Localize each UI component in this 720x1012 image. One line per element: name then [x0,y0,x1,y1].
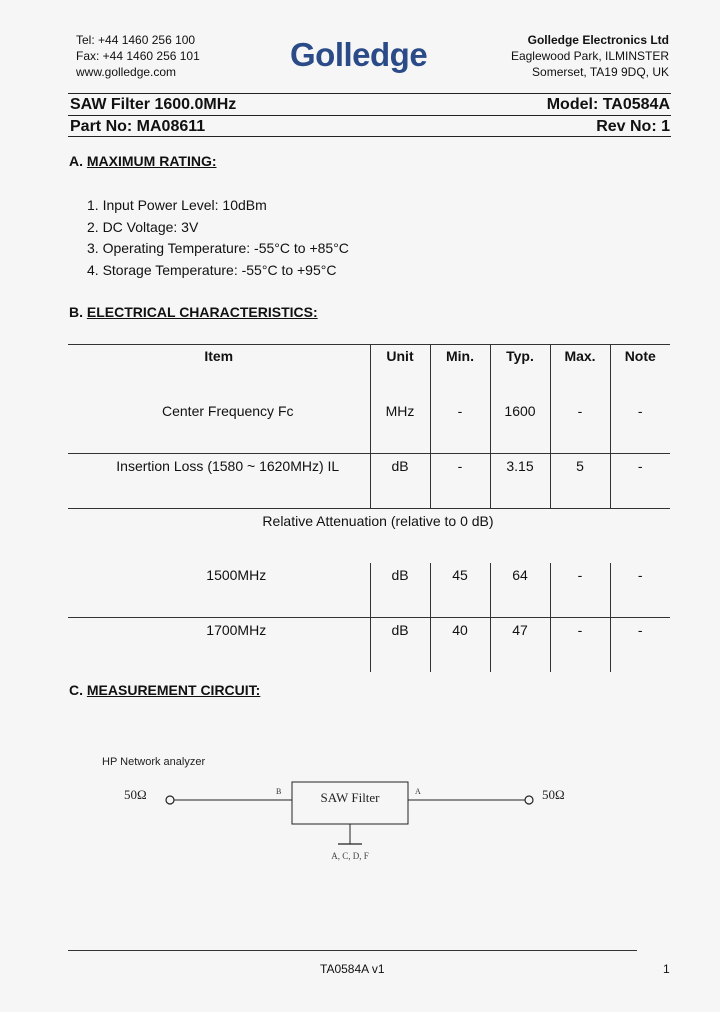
ground-pins-label: A, C, D, F [331,851,369,861]
table-row [68,399,670,454]
table-row [68,509,670,564]
cell-item: Insertion Loss (1580 ~ 1620MHz) IL [68,454,370,509]
section-a-heading [69,153,217,169]
cell-typ: 1600 [490,399,550,454]
cell-note: - [610,618,670,673]
address-line-1: Eaglewood Park, ILMINSTER [510,49,669,63]
cell-typ: 47 [490,618,550,673]
cell-max: - [550,618,610,673]
part-number: Part No: MA08611 [70,118,206,135]
address-line-2: Somerset, TA19 9DQ, UK [532,65,669,79]
table-row [68,563,670,618]
analyzer-label: HP Network analyzer [102,756,206,768]
cell-min: - [430,454,490,509]
output-pin-label: A [415,787,421,796]
phone: Tel: +44 1460 256 100 [76,33,196,47]
cell-item: 1500MHz [206,567,267,583]
cell-note: - [610,563,670,618]
right-port-terminal [525,796,533,804]
list-item: 1. Input Power Level: 10dBm [87,197,267,213]
cell-min: 40 [430,618,490,673]
cell-max: - [550,563,610,618]
document-id: TA0584A v1 [320,962,385,976]
product-title: SAW Filter 1600.0MHz [70,96,237,113]
cell-item: 1700MHz [68,618,370,673]
column-header: Note [610,345,670,400]
divider [68,93,671,94]
left-port-terminal [166,796,174,804]
left-impedance-label: 50Ω [124,787,147,802]
saw-filter-label: SAW Filter [320,790,380,805]
table-row [68,618,670,673]
divider [68,136,671,137]
page-number: 1 [663,962,670,976]
company-name: Golledge Electronics Ltd [527,33,669,47]
column-header: Unit [370,345,430,400]
cell-unit: dB [370,563,430,618]
model-number: Model: TA0584A [546,96,670,113]
cell-unit: dB [370,618,430,673]
list-item: 4. Storage Temperature: -55°C to +95°C [87,262,337,279]
max-rating-list [87,195,349,282]
table-row [68,454,670,509]
cell-typ: 3.15 [490,454,550,509]
right-impedance-label: 50Ω [542,787,565,802]
title-row-2 [70,117,670,137]
section-c-heading [69,682,260,698]
section-title: MEASUREMENT CIRCUIT: [86,682,261,698]
section-title: MAXIMUM RATING: [86,153,217,169]
column-header: Item [68,345,370,400]
cell-max: - [550,399,610,454]
section-b-heading [69,304,318,320]
column-header: Min. [430,345,490,400]
list-item: 2. DC Voltage: 3V [87,218,199,235]
contact-info [76,32,200,80]
column-header: Typ. [490,345,550,400]
cell-max: 5 [550,454,610,509]
footer-divider [68,950,637,951]
divider [68,115,671,116]
table-header-row [68,345,670,400]
cell-unit: MHz [370,399,430,454]
cell-note: - [610,454,670,509]
website-link[interactable]: www.golledge.com [76,65,177,79]
section-letter: B. [69,304,83,320]
measurement-circuit-diagram [0,740,720,870]
cell-min: - [430,399,490,454]
company-logo: Golledge [290,36,428,73]
electrical-characteristics-table [68,344,670,672]
section-title: ELECTRICAL CHARACTERISTICS: [86,304,318,320]
cell-group-label: Relative Attenuation (relative to 0 dB) [68,509,670,564]
section-letter: C. [69,682,83,698]
revision-number: Rev No: 1 [596,118,670,135]
input-pin-label: B [276,787,282,796]
list-item: 3. Operating Temperature: -55°C to +85°C [87,240,349,257]
company-address [511,32,669,80]
cell-min: 45 [430,563,490,618]
fax: Fax: +44 1460 256 101 [76,49,200,63]
cell-item: Center Frequency Fc [162,403,294,419]
column-header: Max. [550,345,610,400]
section-letter: A. [69,153,83,169]
cell-typ: 64 [490,563,550,618]
title-row-1 [70,95,670,115]
cell-note: - [610,399,670,454]
cell-unit: dB [370,454,430,509]
